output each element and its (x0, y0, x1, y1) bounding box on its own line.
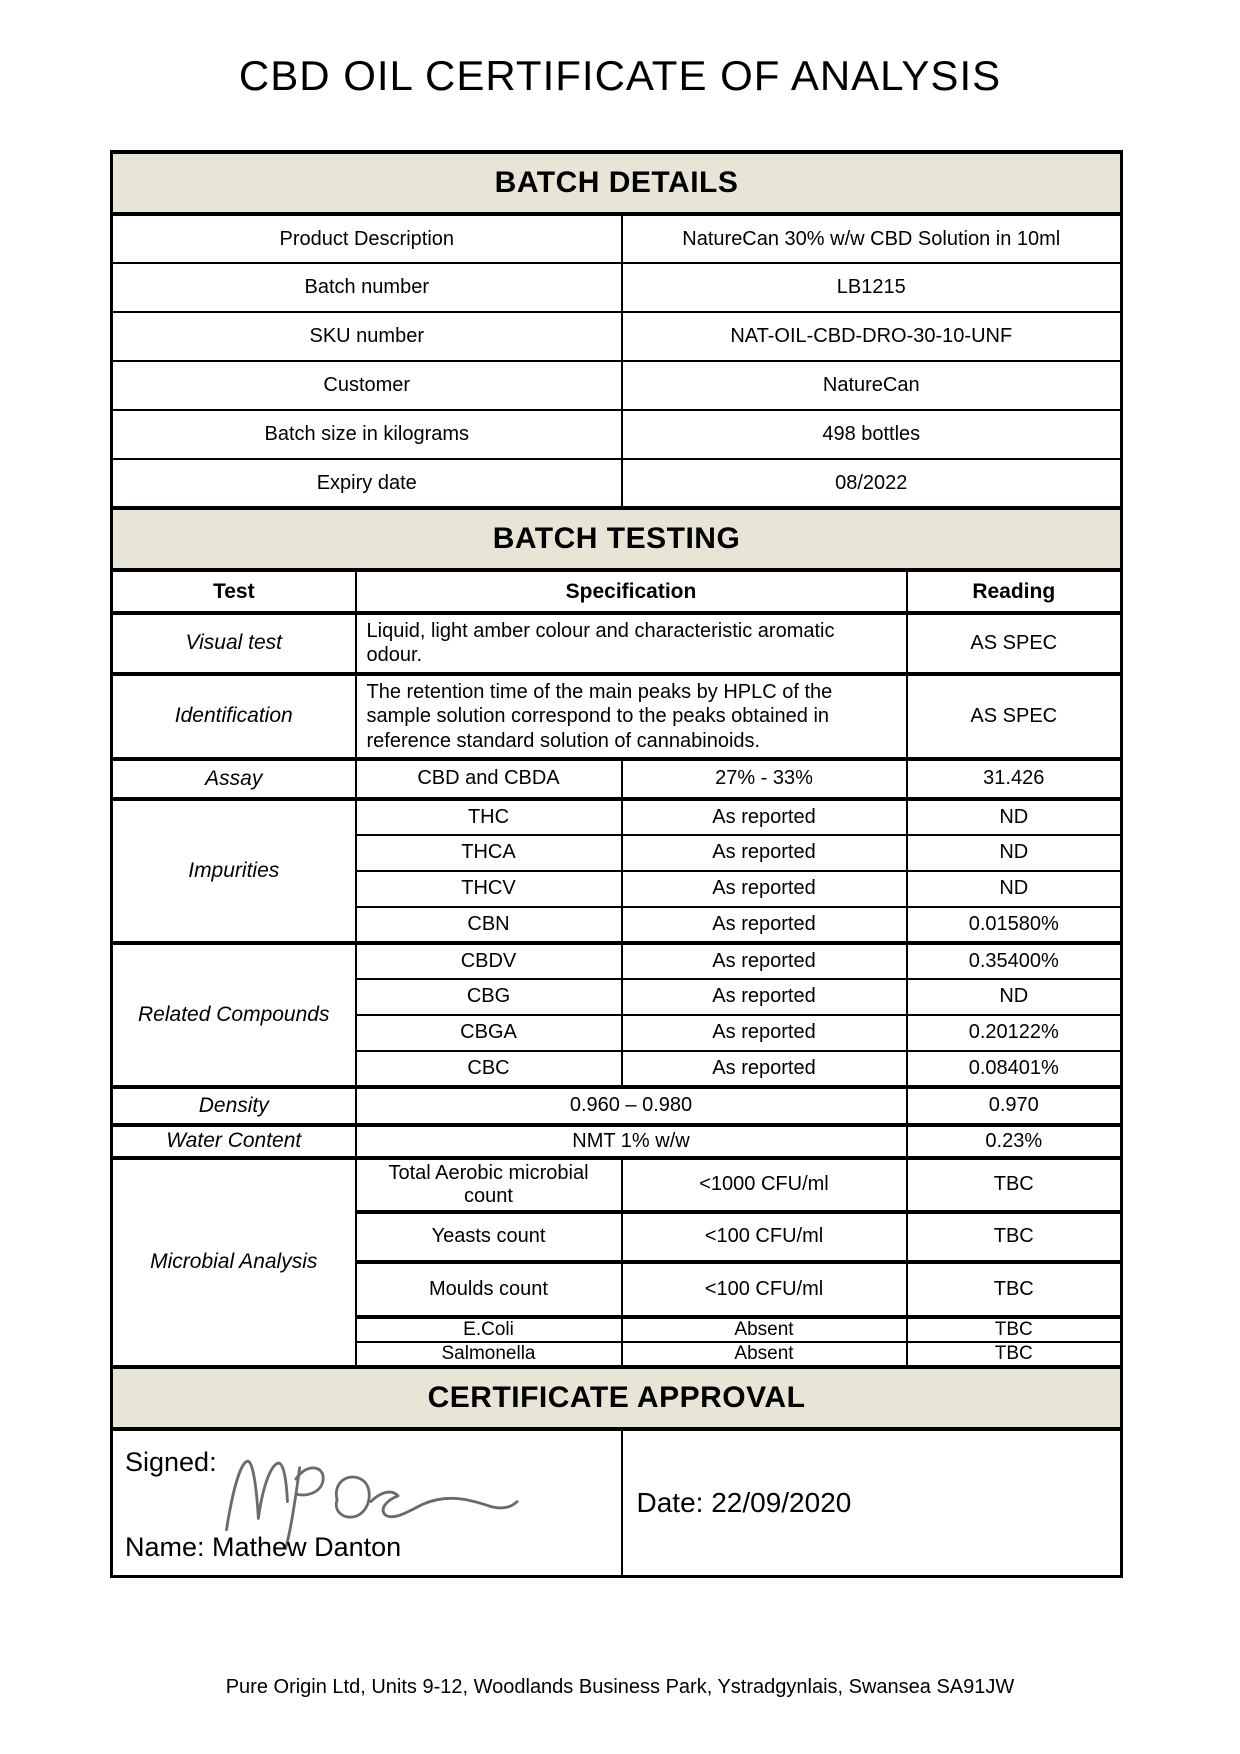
test-row-density (112, 1087, 1122, 1125)
test-row-water-content (112, 1125, 1122, 1158)
test-row-assay (112, 759, 1122, 799)
reading-cell: 0.08401% (907, 1051, 1122, 1087)
reading-cell: ND (907, 871, 1122, 907)
spec-cell: As reported (622, 943, 907, 979)
reading-cell: TBC (907, 1158, 1122, 1212)
compound-name-cell: Salmonella (356, 1342, 622, 1367)
spec-cell: Liquid, light amber colour and characteristic aromatic odour. (356, 613, 907, 674)
test-row-microbial-aerobic (112, 1158, 1122, 1212)
spec-cell: As reported (622, 1051, 907, 1087)
compound-name-cell: CBG (356, 979, 622, 1015)
batch-details-section (112, 152, 1122, 214)
detail-value: 08/2022 (622, 459, 1122, 508)
certificate-body (110, 150, 1123, 1578)
compound-name-cell: Total Aerobic microbial count (356, 1158, 622, 1212)
spec-cell: The retention time of the main peaks by HPLC of the sample solution correspond to the peaks obtained in reference standard solution of cannabinoids. (356, 674, 907, 759)
reading-cell: ND (907, 979, 1122, 1015)
compound-name-cell: E.Coli (356, 1317, 622, 1342)
approval-row (112, 1429, 1122, 1577)
reading-cell: 31.426 (907, 759, 1122, 799)
compound-name-cell: CBN (356, 907, 622, 943)
compound-name-cell: Yeasts count (356, 1212, 622, 1262)
test-name: Identification (112, 674, 356, 759)
compound-name-cell: THCA (356, 835, 622, 871)
reading-cell: AS SPEC (907, 674, 1122, 759)
test-name: Water Content (112, 1125, 356, 1158)
test-row-identification (112, 674, 1122, 759)
compound-name-cell: CBD and CBDA (356, 759, 622, 799)
detail-value: NatureCan (622, 361, 1122, 410)
detail-label: Product Description (112, 214, 622, 263)
col-header-test: Test (112, 570, 356, 613)
detail-value: 498 bottles (622, 410, 1122, 459)
spec-cell: <100 CFU/ml (622, 1212, 907, 1262)
reading-cell: TBC (907, 1342, 1122, 1367)
col-header-specification: Specification (356, 570, 907, 613)
compound-name-cell: THCV (356, 871, 622, 907)
spec-cell: 27% - 33% (622, 759, 907, 799)
compound-name-cell: THC (356, 799, 622, 835)
detail-value: LB1215 (622, 263, 1122, 312)
page-title: CBD OIL CERTIFICATE OF ANALYSIS (238, 52, 1002, 99)
reading-cell: AS SPEC (907, 613, 1122, 674)
test-row-visual (112, 613, 1122, 674)
test-row-related-cbdv (112, 943, 1122, 979)
certificate-approval-header: CERTIFICATE APPROVAL (112, 1367, 1122, 1429)
reading-cell: 0.970 (907, 1087, 1122, 1125)
spec-cell: As reported (622, 835, 907, 871)
test-name: Related Compounds (112, 943, 356, 1087)
reading-cell: TBC (907, 1212, 1122, 1262)
test-name: Assay (112, 759, 356, 799)
test-name: Impurities (112, 799, 356, 943)
detail-label: Batch size in kilograms (112, 410, 622, 459)
detail-value: NAT-OIL-CBD-DRO-30-10-UNF (622, 312, 1122, 361)
detail-row-batch-size (112, 410, 1122, 459)
company-address-footer: Pure Origin Ltd, Units 9-12, Woodlands Business Park, Ystradgynlais, Swansea SA91JW (225, 1676, 1015, 1698)
batch-testing-header: BATCH TESTING (112, 508, 1122, 570)
spec-cell: <100 CFU/ml (622, 1262, 907, 1317)
spec-cell: As reported (622, 1015, 907, 1051)
detail-row-batch-number (112, 263, 1122, 312)
certificate-approval-section (112, 1367, 1122, 1429)
spec-cell: Absent (622, 1342, 907, 1367)
detail-row-product (112, 214, 1122, 263)
reading-cell: 0.35400% (907, 943, 1122, 979)
col-header-reading: Reading (907, 570, 1122, 613)
test-name: Visual test (112, 613, 356, 674)
detail-row-customer (112, 361, 1122, 410)
spec-cell: As reported (622, 907, 907, 943)
detail-row-expiry (112, 459, 1122, 508)
batch-testing-section (112, 508, 1122, 570)
detail-label: Customer (112, 361, 622, 410)
detail-label: Expiry date (112, 459, 622, 508)
reading-cell: TBC (907, 1262, 1122, 1317)
spec-cell: Absent (622, 1317, 907, 1342)
reading-cell: 0.20122% (907, 1015, 1122, 1051)
spec-cell: As reported (622, 799, 907, 835)
reading-cell: ND (907, 835, 1122, 871)
reading-cell: ND (907, 799, 1122, 835)
spec-cell: NMT 1% w/w (356, 1125, 907, 1158)
compound-name-cell: CBC (356, 1051, 622, 1087)
detail-row-sku (112, 312, 1122, 361)
spec-cell: <1000 CFU/ml (622, 1158, 907, 1212)
signature-cell (112, 1429, 622, 1577)
signed-label: Signed: (125, 1446, 217, 1477)
batch-details-header: BATCH DETAILS (112, 152, 1122, 214)
approver-name: Name: Mathew Danton (125, 1532, 402, 1563)
detail-label: SKU number (112, 312, 622, 361)
test-row-impurities-thc (112, 799, 1122, 835)
spec-cell: 0.960 – 0.980 (356, 1087, 907, 1125)
approval-date: Date: 22/09/2020 (622, 1429, 1122, 1577)
detail-value: NatureCan 30% w/w CBD Solution in 10ml (622, 214, 1122, 263)
detail-label: Batch number (112, 263, 622, 312)
compound-name-cell: CBGA (356, 1015, 622, 1051)
compound-name-cell: CBDV (356, 943, 622, 979)
test-name: Density (112, 1087, 356, 1125)
compound-name-cell: Moulds count (356, 1262, 622, 1317)
spec-cell: As reported (622, 871, 907, 907)
test-name: Microbial Analysis (112, 1158, 356, 1367)
reading-cell: 0.23% (907, 1125, 1122, 1158)
reading-cell: TBC (907, 1317, 1122, 1342)
reading-cell: 0.01580% (907, 907, 1122, 943)
spec-cell: As reported (622, 979, 907, 1015)
testing-column-headers (112, 570, 1122, 613)
certificate-table (110, 150, 1123, 1578)
